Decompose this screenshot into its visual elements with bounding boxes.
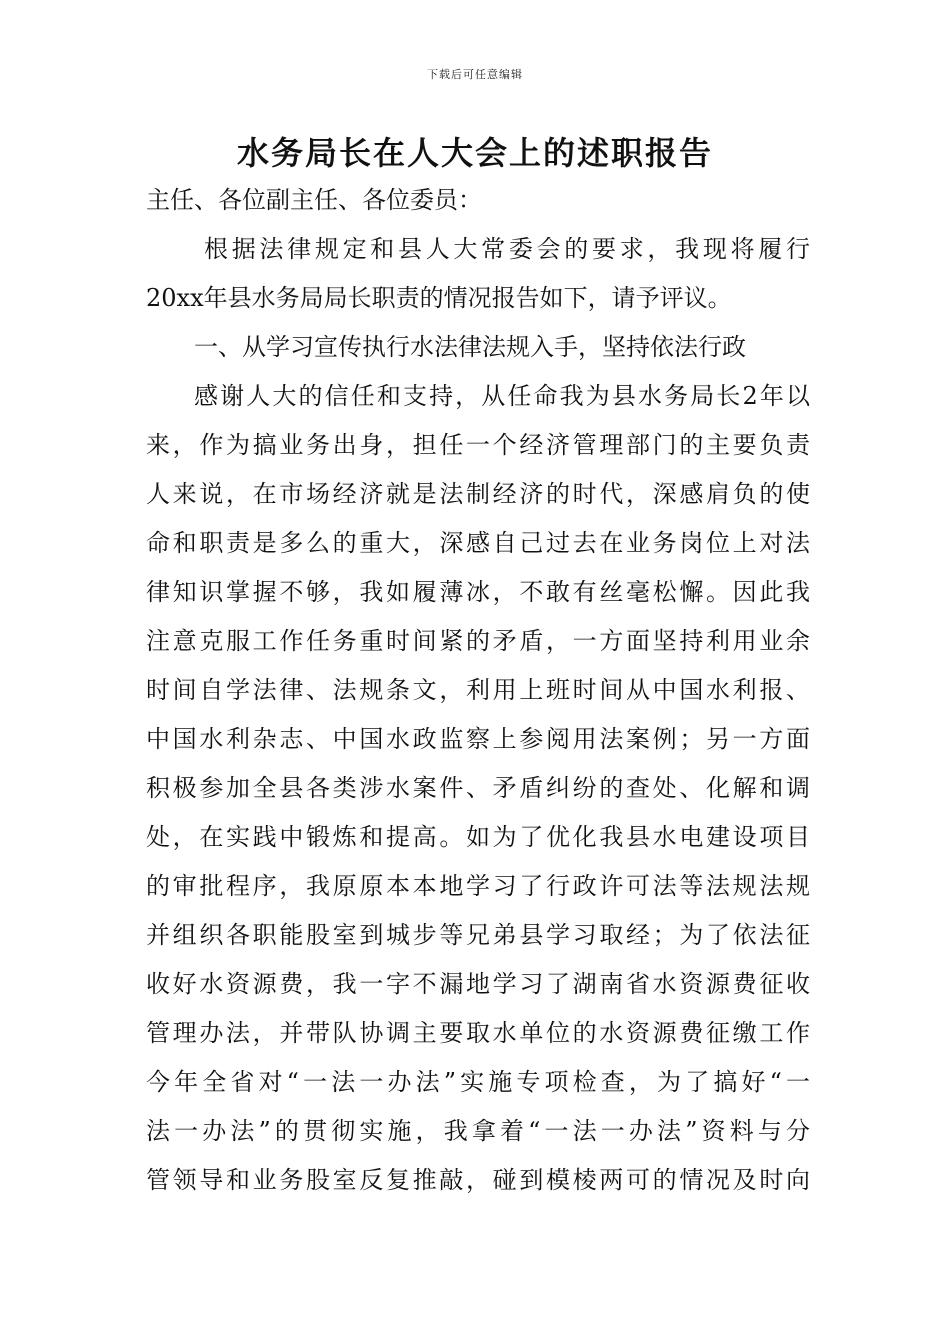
salutation: 主任、各位副主任、各位委员： (146, 186, 482, 214)
paragraph-line: 管理办法，并带队协调主要取水单位的水资源费征缴工作 (146, 1019, 810, 1047)
intro-line: 根据法律规定和县人大常委会的要求，我现将履行 (204, 235, 810, 263)
paragraph-line: 收好水资源费，我一字不漏地学习了湖南省水资源费征收 (146, 970, 810, 998)
paragraph-line: 律知识掌握不够，我如履薄冰，不敢有丝毫松懈。因此我 (146, 578, 810, 606)
paragraph-line: 法一办法”的贯彻实施，我拿着“一法一办法”资料与分 (146, 1117, 810, 1145)
paragraph-line: 人来说，在市场经济就是法制经济的时代，深感肩负的使 (146, 480, 810, 508)
paragraph-line: 今年全省对“一法一办法”实施专项检查，为了搞好“一 (146, 1068, 810, 1096)
paragraph-line: 命和职责是多么的重大，深感自己过去在业务岗位上对法 (146, 529, 810, 557)
paragraph-line: 的审批程序，我原原本本地学习了行政许可法等法规法规 (146, 872, 810, 900)
header-note: 下载后可任意编辑 (427, 68, 523, 81)
document-body (146, 176, 810, 1205)
paragraph-line: 感谢人大的信任和支持，从任命我为县水务局长2年以 (194, 382, 810, 410)
section-heading: 一、从学习宣传执行水法律法规入手，坚持依法行政 (194, 333, 746, 361)
paragraph-line: 时间自学法律、法规条文，利用上班时间从中国水利报、 (146, 676, 810, 704)
paragraph-line: 并组织各职能股室到城步等兄弟县学习取经；为了依法征 (146, 921, 810, 949)
document-title: 水务局长在人大会上的述职报告 (236, 134, 713, 172)
intro-line: 20xx年县水务局局长职责的情况报告如下，请予评议。 (146, 284, 732, 312)
paragraph-line: 积极参加全县各类涉水案件、矛盾纠纷的查处、化解和调 (146, 774, 810, 802)
paragraph-line: 注意克服工作任务重时间紧的矛盾，一方面坚持利用业余 (146, 627, 810, 655)
paragraph-line: 管领导和业务股室反复推敲，碰到模棱两可的情况及时向 (146, 1166, 810, 1194)
paragraph-line: 中国水利杂志、中国水政监察上参阅用法案例；另一方面 (146, 725, 810, 753)
paragraph-line: 处，在实践中锻炼和提高。如为了优化我县水电建设项目 (146, 823, 810, 851)
paragraph-line: 来，作为搞业务出身，担任一个经济管理部门的主要负责 (146, 431, 810, 459)
